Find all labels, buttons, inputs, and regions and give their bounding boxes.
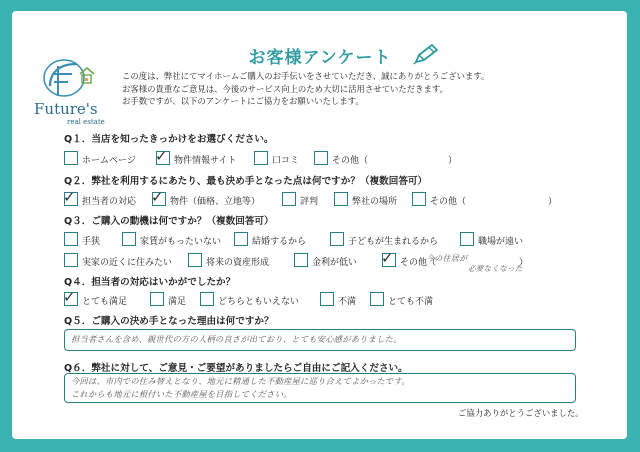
q2-close-paren: ） <box>548 197 558 207</box>
checkbox[interactable] <box>64 253 78 267</box>
checkbox[interactable] <box>412 192 426 206</box>
check-mark: ✓ <box>155 147 168 165</box>
checkbox[interactable] <box>234 232 248 246</box>
intro-line: お手数ですが、以下のアンケートにご協力をお願いいたします。 <box>122 96 364 106</box>
checkbox[interactable] <box>188 253 202 267</box>
question-1: Q１．当店を知ったきっかけをお選びください。 <box>64 134 274 145</box>
question-2: Q２．弊社を利用するにあたり、最も決め手となった点は何ですか？（複数回答可） <box>64 176 428 187</box>
q2-options: ✓ 担当者の対応 ✓ 物件（価格、立地等） 評判 弊社の場所 その他（ ） <box>64 192 624 208</box>
checkbox[interactable] <box>64 232 78 246</box>
q4-options: ✓ とても満足 満足 どちらともいえない 不満 とても不満 <box>63 288 434 307</box>
q3-options-row1: 手狭 家賃がもったいない 結婚するから 子どもが生まれるから 職場が遠い <box>64 232 624 248</box>
checkbox[interactable] <box>150 292 164 306</box>
q6-answer-box[interactable] <box>64 373 576 403</box>
checkbox[interactable] <box>200 292 214 306</box>
pencil-icon <box>413 43 439 65</box>
page-title: お客様アンケート <box>248 48 392 68</box>
intro-text <box>122 70 489 108</box>
q5-answer: 担当者さんを含め、親世代の方の人柄の良さが出ており、とても安心感がありました。 <box>71 334 402 344</box>
check-mark: ✓ <box>381 249 394 267</box>
q3-other-note: 今の住居が <box>426 254 468 263</box>
question-4: Q４．担当者の対応はいかがでしたか？ <box>64 277 236 288</box>
brand-subtitle: real estate <box>67 118 105 126</box>
checkbox[interactable] <box>64 151 78 165</box>
checkbox[interactable] <box>282 192 296 206</box>
checkbox[interactable] <box>320 292 334 306</box>
checkbox[interactable] <box>294 253 308 267</box>
q5-answer-box[interactable] <box>64 329 576 351</box>
intro-line: お客様の貴重なご意見は、今後のサービス向上のため大切に活用させていただきます。 <box>122 83 448 94</box>
checkbox[interactable] <box>63 288 78 306</box>
checkbox[interactable] <box>370 292 384 306</box>
question-6: Q６．弊社に対して、ご意見・ご要望がありましたらご自由にご記入ください。 <box>64 363 408 374</box>
checkbox[interactable] <box>330 232 344 246</box>
brand-name: Future's <box>34 100 98 118</box>
q1-options: ホームページ ✓ 物件情報サイト 口コミ その他（ ） <box>64 151 624 167</box>
check-mark: ✓ <box>151 188 164 206</box>
q3-options-row2: 実家の近くに住みたい 将来の資産形成 金利が低い ✓ その他（ ） 今の住居が 必要なくなった <box>64 253 624 269</box>
checkbox[interactable] <box>63 188 78 206</box>
checkbox[interactable] <box>334 192 348 206</box>
q3-close-paren: ） <box>519 258 529 268</box>
thanks-text: ご協力ありがとうございました。 <box>458 408 584 418</box>
checkbox[interactable] <box>151 188 166 206</box>
intro-line: この度は、弊社にてマイホームご購入のお手伝いをさせていただき、誠にありがとうございます。 <box>122 71 490 81</box>
company-logo <box>36 56 96 102</box>
q1-close-paren: ） <box>448 156 458 166</box>
checkbox[interactable] <box>254 151 268 165</box>
question-5: Q５．ご購入の決め手となった理由は何ですか？ <box>64 316 274 327</box>
q3-other-note: 必要なくなった <box>468 264 523 273</box>
checkbox[interactable] <box>122 232 136 246</box>
q6-answer-line: 今回は、市内での住み替えとなり、地元に精通した不動産屋に巡り合えてよかったです。 <box>71 376 410 386</box>
checkbox[interactable] <box>381 249 396 267</box>
question-3: Q３．ご購入の動機は何ですか？（複数回答可） <box>64 216 274 227</box>
checkbox[interactable] <box>155 147 170 165</box>
checkbox[interactable] <box>314 151 328 165</box>
check-mark: ✓ <box>63 188 76 206</box>
check-mark: ✓ <box>63 288 76 306</box>
q6-answer-line: これからも地元に根付いた不動産屋を目指してください。 <box>71 389 292 399</box>
checkbox[interactable] <box>460 232 474 246</box>
